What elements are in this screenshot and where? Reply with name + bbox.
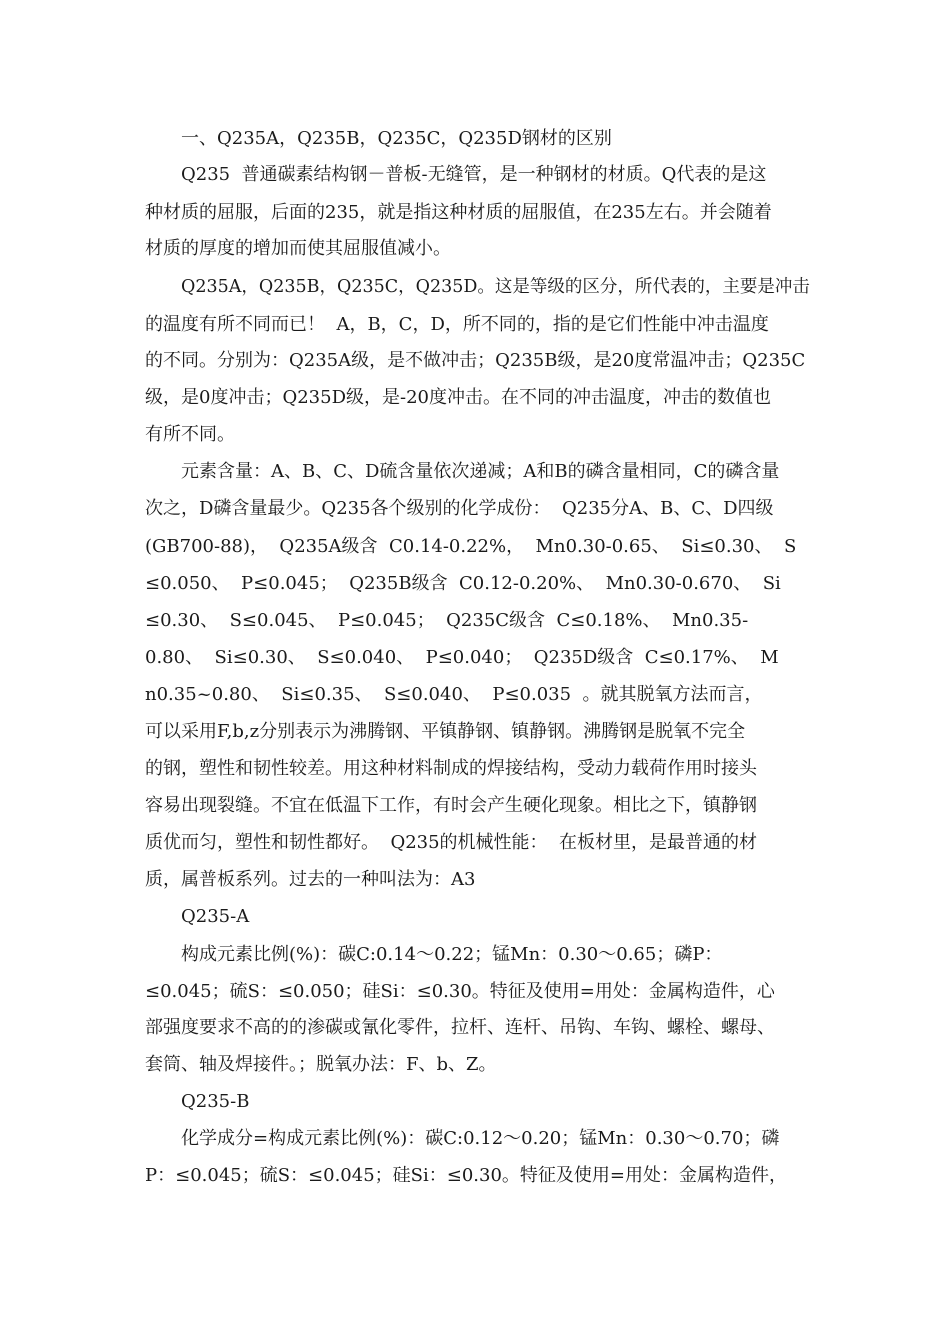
- heading-line: 一、Q235A，Q235B，Q235C，Q235D钢材的区别: [181, 128, 612, 149]
- paragraph-line: 部强度要求不高的的渗碳或氰化零件，拉杆、连杆、吊钩、车钩、螺栓、螺母、: [145, 1017, 775, 1038]
- paragraph-line: 套筒、轴及焊接件。；脱氧办法：F、b、Z。: [145, 1054, 497, 1075]
- paragraph-line: 的钢，塑性和韧性较差。用这种材料制成的焊接结构，受动力载荷作用时接头: [145, 758, 757, 779]
- paragraph-line: 有所不同。: [145, 424, 235, 445]
- paragraph-line: ≤0.30、 S≤0.045、 P≤0.045； Q235C级含 C≤0.18%、 Mn0.35-: [145, 610, 749, 631]
- paragraph-line: n0.35~0.80、 Si≤0.35、 S≤0.040、 P≤0.035 。就其脱氧方法而言，: [145, 684, 763, 705]
- paragraph-line: 的不同。分别为：Q235A级，是不做冲击；Q235B级，是20度常温冲击；Q235C: [145, 350, 806, 371]
- paragraph-line: 构成元素比例(%)：碳C:0.14～0.22；锰Mn：0.30～0.65；磷P：: [181, 944, 723, 965]
- paragraph-line: 质，属普板系列。过去的一种叫法为：A3: [145, 869, 476, 890]
- paragraph-line: 次之，D磷含量最少。Q235各个级别的化学成份： Q235分A、B、C、D四级: [145, 498, 774, 519]
- paragraph-line: 级，是0度冲击；Q235D级，是-20度冲击。在不同的冲击温度，冲击的数值也: [145, 387, 771, 408]
- paragraph-line: 质优而匀，塑性和韧性都好。 Q235的机械性能： 在板材里，是最普通的材: [145, 832, 757, 853]
- paragraph-line: ≤0.050、 P≤0.045； Q235B级含 C0.12-0.20%、 Mn0.30-0.670、 Si: [145, 573, 781, 594]
- paragraph-line: 化学成分=构成元素比例(%)：碳C:0.12～0.20；锰Mn：0.30～0.70；磷: [181, 1128, 780, 1149]
- paragraph-line: Q235A，Q235B，Q235C，Q235D。这是等级的区分，所代表的，主要是冲击: [181, 277, 810, 297]
- paragraph-line: P：≤0.045；硫S：≤0.045；硅Si：≤0.30。特征及使用=用处：金属构造件，: [145, 1165, 787, 1186]
- paragraph-line: 可以采用F,b,z分别表示为沸腾钢、平镇静钢、镇静钢。沸腾钢是脱氧不完全: [145, 721, 746, 742]
- paragraph-line: ≤0.045；硫S：≤0.050；硅Si：≤0.30。特征及使用=用处：金属构造件，心: [145, 981, 775, 1002]
- paragraph-line: 的温度有所不同而已！ A，B，C，D，所不同的，指的是它们性能中冲击温度: [145, 314, 769, 335]
- paragraph-line: (GB700-88)， Q235A级含 C0.14-0.22%， Mn0.30-0.65、 Si≤0.30、 S: [145, 536, 797, 557]
- paragraph-line: 容易出现裂缝。不宜在低温下工作，有时会产生硬化现象。相比之下，镇静钢: [145, 795, 757, 816]
- paragraph-line: 材质的厚度的增加而使其屈服值减小。: [145, 238, 451, 259]
- paragraph-line: 种材质的屈服，后面的235，就是指这种材质的屈服值，在235左右。并会随着: [145, 202, 772, 223]
- paragraph-line: 元素含量：A、B、C、D硫含量依次递减；A和B的磷含量相同，C的磷含量: [181, 461, 780, 482]
- subheading-q235b: Q235-B: [181, 1091, 250, 1112]
- subheading-q235a: Q235-A: [181, 906, 250, 927]
- paragraph-line: 0.80、 Si≤0.30、 S≤0.040、 P≤0.040； Q235D级含 C≤0.17%、 M: [145, 647, 779, 668]
- paragraph-line: Q235 普通碳素结构钢－普板-无缝管，是一种钢材的材质。Q代表的是这: [181, 164, 767, 185]
